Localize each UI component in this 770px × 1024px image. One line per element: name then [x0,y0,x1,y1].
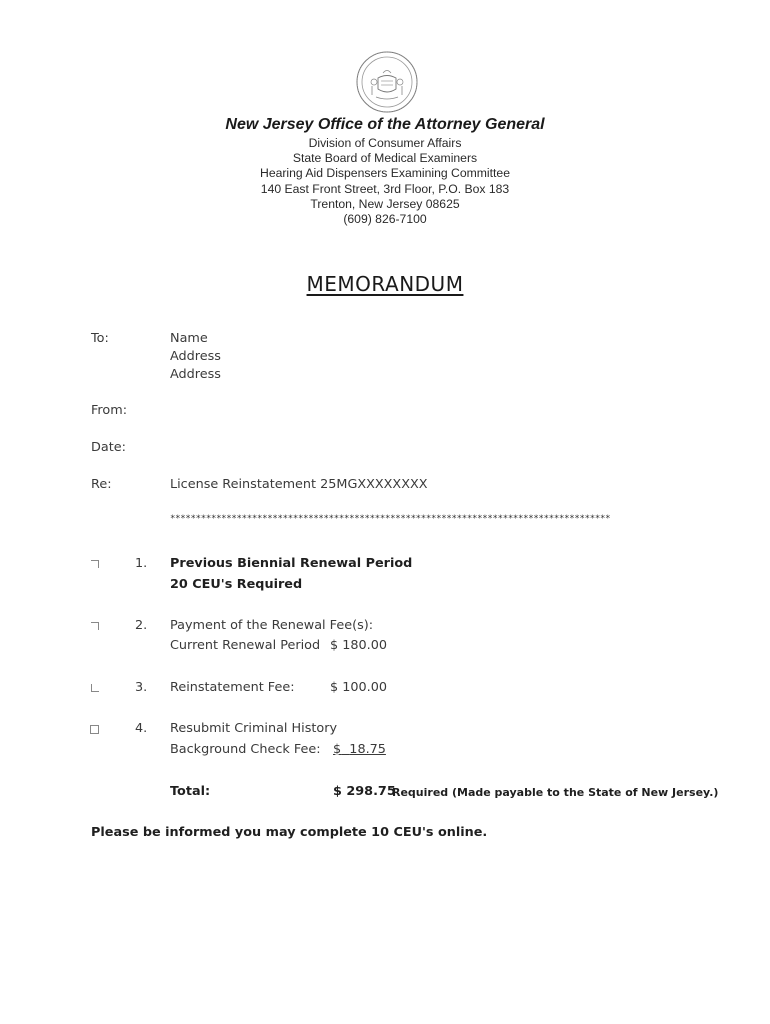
item-1-requirement: 20 CEU's Required [170,577,303,592]
item-2-title: Payment of the Renewal Fee(s): [170,618,374,633]
item-4-fee-amount [333,742,386,757]
from-label: From: [91,403,128,418]
to-name: Name [170,331,208,346]
item-4-fee-symbol: $ [333,742,342,757]
re-label: Re: [91,477,112,492]
item-4-number: 4. [135,721,148,736]
checkbox-item-4[interactable] [90,725,99,734]
total-note: Required (Made payable to the State of New Jersey.) [392,786,719,799]
checkbox-item-2[interactable] [91,622,99,630]
footer-note: Please be informed you may complete 10 CEU's online. [91,825,488,840]
item-4-title: Resubmit Criminal History [170,721,338,736]
header-city: Trenton, New Jersey 08625 [310,197,460,211]
item-4-fee-value: 18.75 [349,742,386,757]
header-street-address: 140 East Front Street, 3rd Floor, P.O. Box 183 [260,182,510,196]
header-phone: (609) 826-7100 [343,212,427,226]
checkbox-item-1[interactable] [91,560,99,568]
total-amount: $ 298.75 [333,784,396,799]
organization-name: New Jersey Office of the Attorney General [225,116,545,133]
to-address-1: Address [170,349,221,364]
date-label: Date: [91,440,126,455]
memo-title: MEMORANDUM [306,272,464,296]
checkbox-item-3[interactable] [91,684,99,692]
re-subject: License Reinstatement 25MGXXXXXXXX [170,477,428,492]
to-address-2: Address [170,367,221,382]
header-division: Division of Consumer Affairs [308,136,462,150]
header-board: State Board of Medical Examiners [292,151,478,165]
separator-line: ************************************************************************************** [170,514,611,524]
header-committee: Hearing Aid Dispensers Examining Committee [260,166,510,180]
state-seal-icon [356,51,418,113]
item-2-fee-label: Current Renewal Period [170,638,321,653]
item-3-number: 3. [135,680,148,695]
item-2-fee-amount: $ 180.00 [330,638,387,653]
item-3-fee-label: Reinstatement Fee: [170,680,295,695]
to-label: To: [91,331,109,346]
total-label: Total: [170,784,211,799]
item-1-title: Previous Biennial Renewal Period [170,556,413,571]
item-3-fee-amount: $ 100.00 [330,680,387,695]
item-1-number: 1. [135,556,148,571]
item-4-fee-label: Background Check Fee: [170,742,321,757]
item-2-number: 2. [135,618,148,633]
